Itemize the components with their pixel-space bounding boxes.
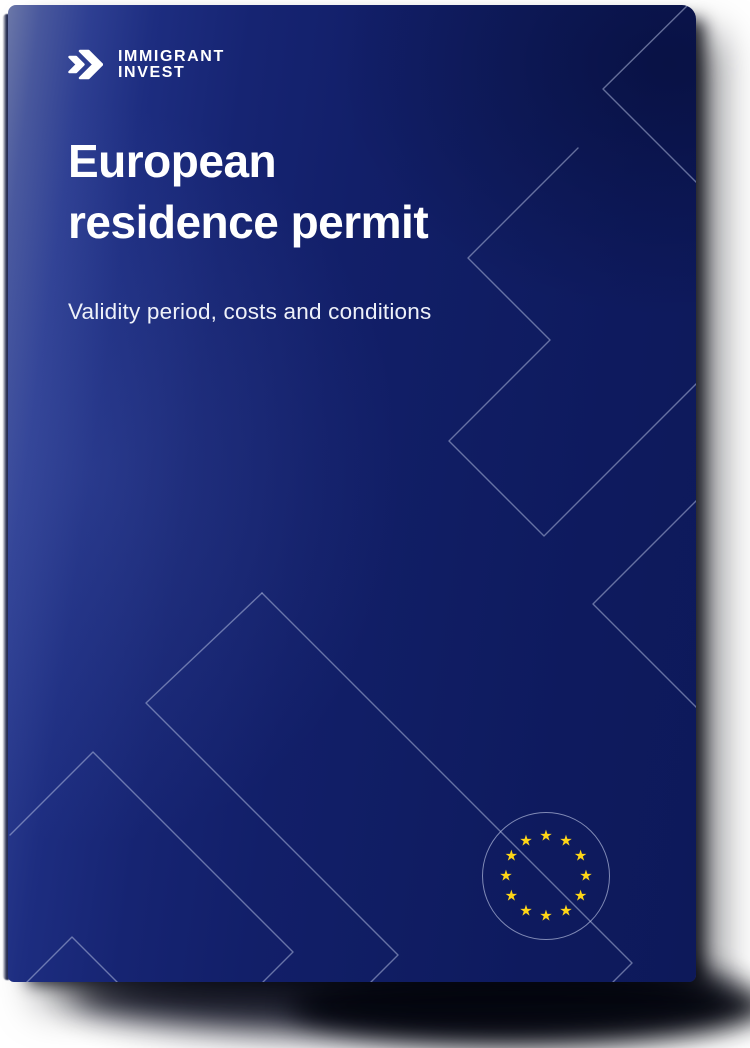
cover-title (68, 131, 428, 253)
eu-star-icon: ★ (573, 887, 588, 905)
eu-stars (482, 812, 610, 940)
cover-subtitle: Validity period, costs and conditions (68, 299, 432, 324)
eu-star-icon: ★ (559, 832, 573, 850)
eu-star-icon: ★ (499, 867, 513, 885)
brand-line1: IMMIGRANT (118, 48, 225, 65)
eu-star-icon: ★ (579, 867, 593, 885)
eu-emblem (482, 812, 610, 940)
eu-star-icon: ★ (573, 847, 588, 865)
title-line-2: residence permit (68, 196, 429, 248)
brand-wordmark (118, 49, 225, 80)
eu-star-icon: ★ (539, 827, 553, 845)
eu-star-icon: ★ (519, 832, 533, 850)
eu-star-icon: ★ (504, 887, 519, 905)
eu-star-icon: ★ (539, 907, 553, 925)
eu-star-icon: ★ (504, 847, 519, 865)
eu-star-icon: ★ (559, 902, 573, 920)
brand-line2: INVEST (118, 63, 186, 81)
double-chevron-icon (66, 46, 103, 83)
eu-star-icon: ★ (519, 902, 533, 920)
brand-logo (66, 46, 225, 83)
title-line-1: European (68, 135, 277, 187)
brochure-cover (8, 5, 696, 982)
